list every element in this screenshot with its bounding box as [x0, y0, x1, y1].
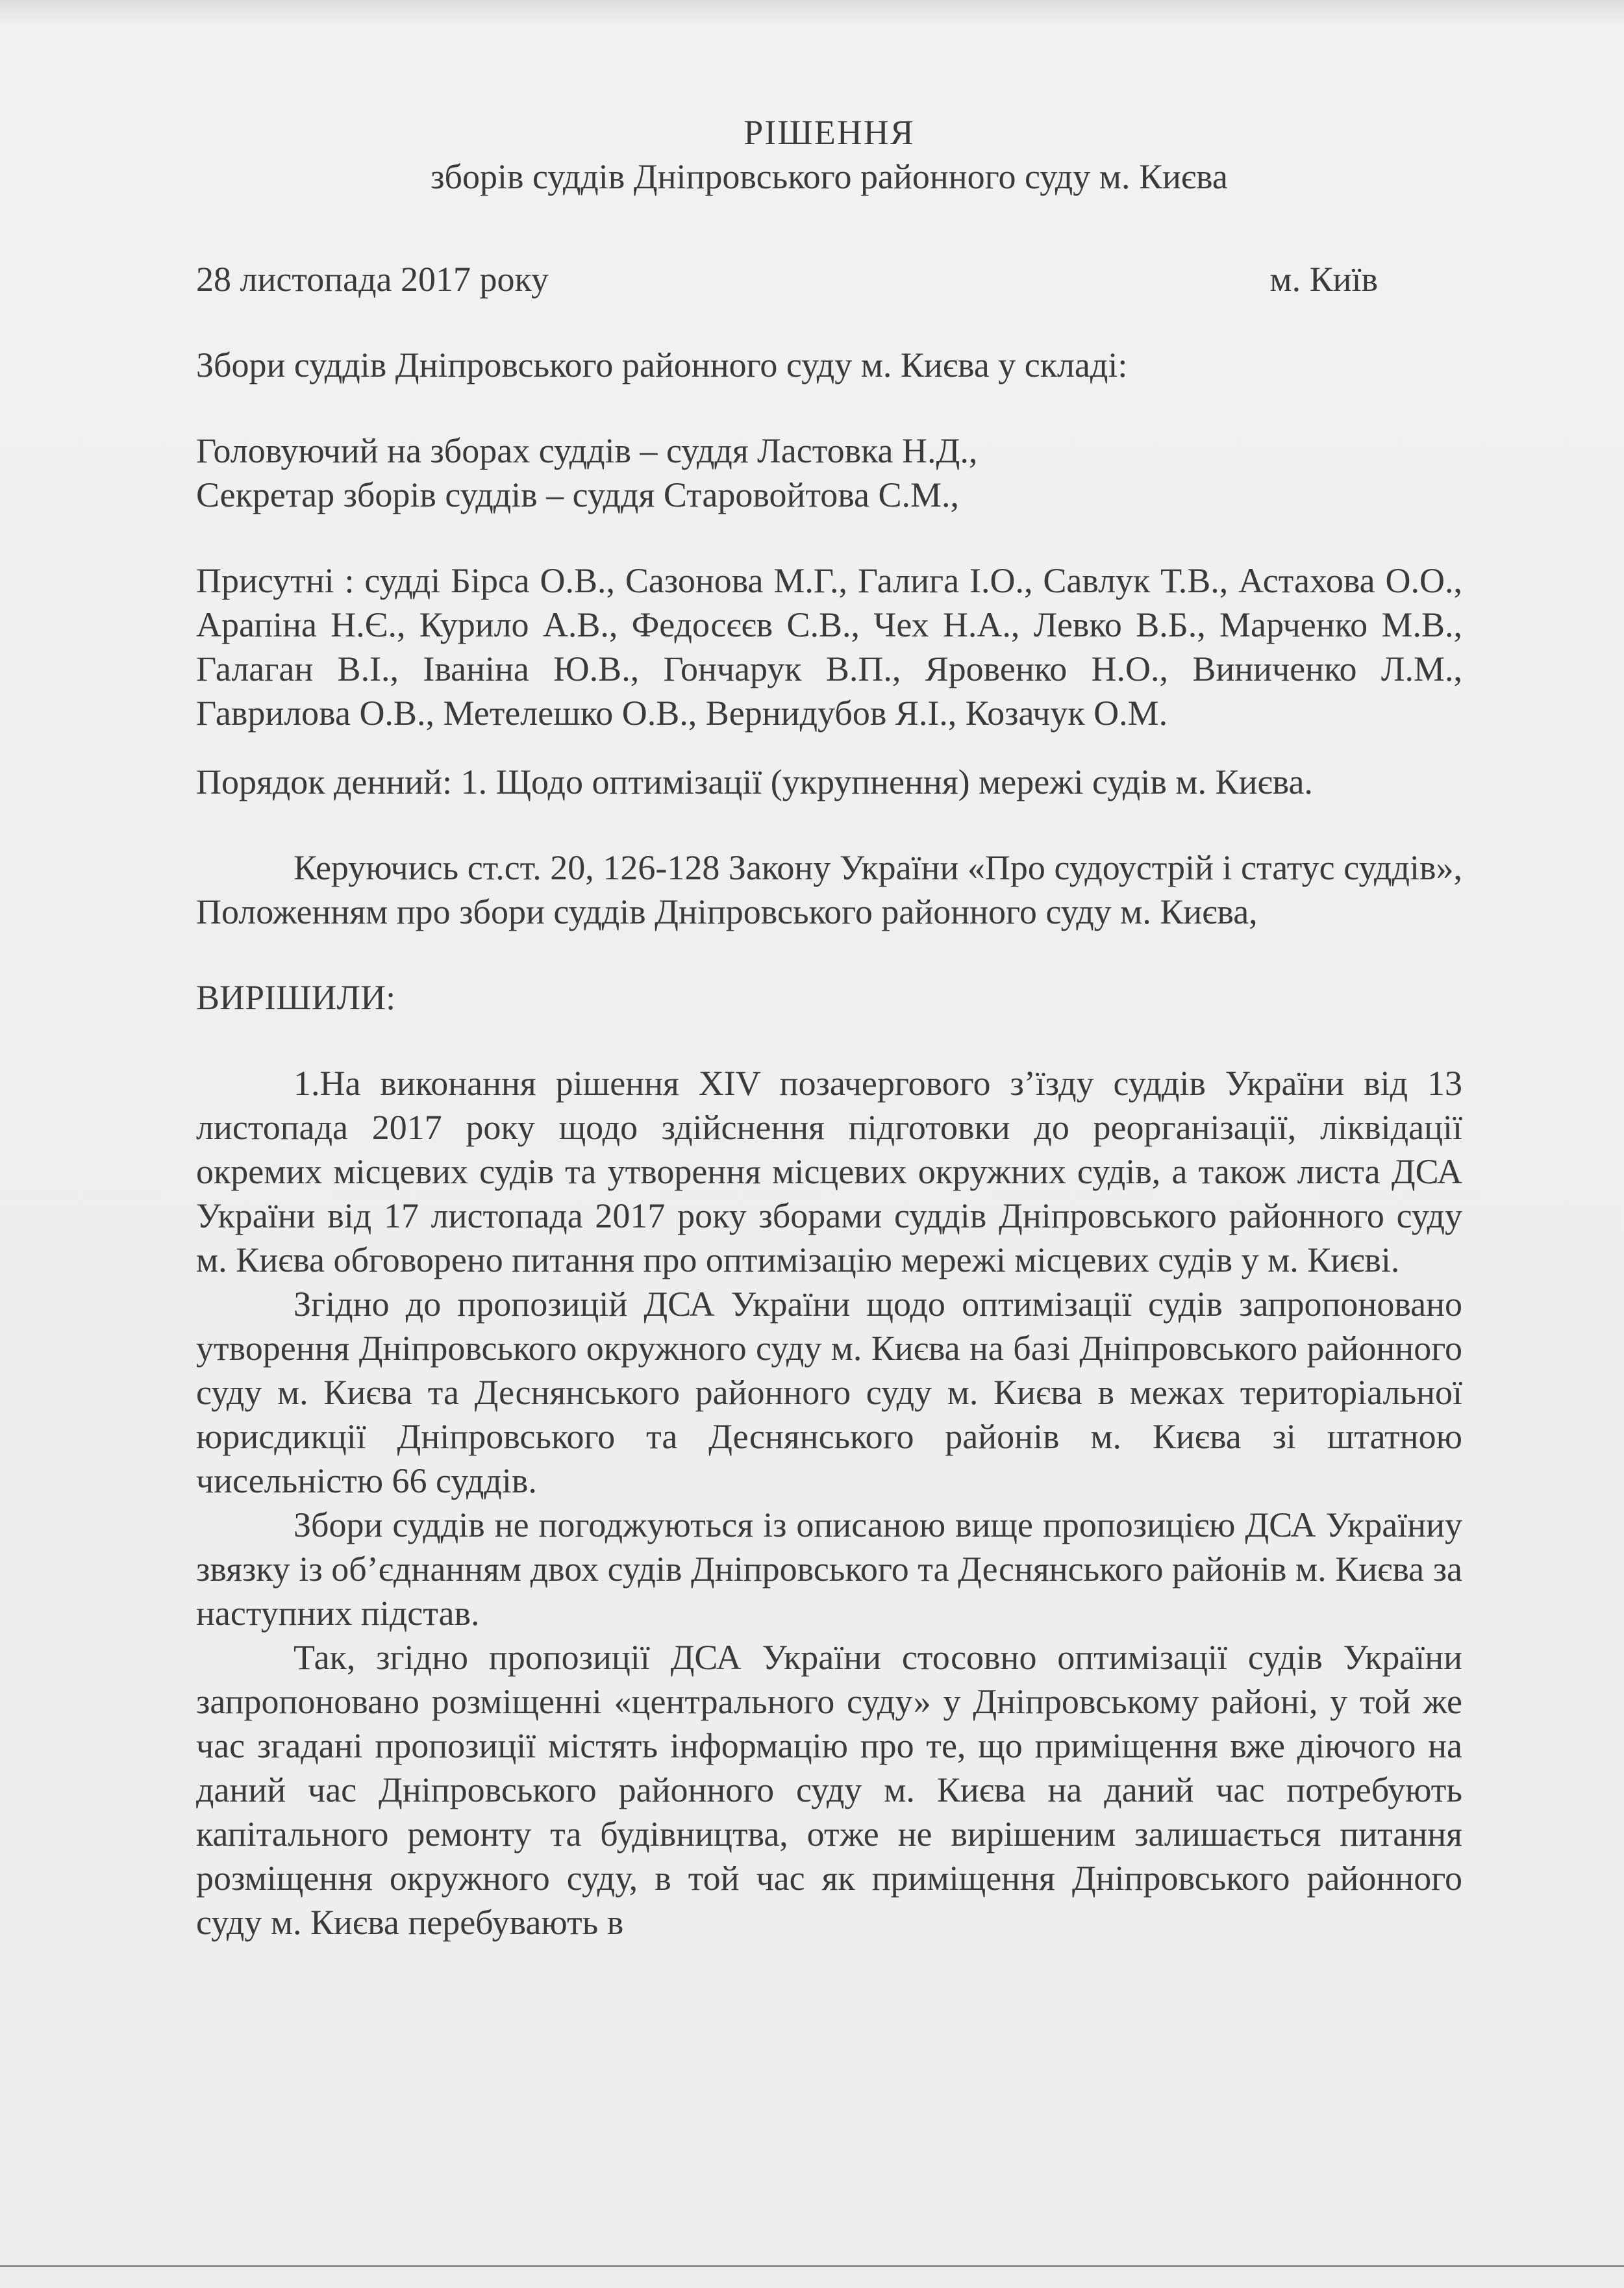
scan-bottom-edge	[0, 2265, 1624, 2267]
document-title: РІШЕННЯ	[743, 113, 915, 152]
composition-line: Збори суддів Дніпровського районного суду м. Києва у складі:	[196, 346, 1128, 384]
paragraph-2: Згідно до пропозицій ДСА України щодо оптимізації судів запропоновано утворення Дніпровського окружного суду м. Києва на базі Дніпровського районного суду м. Києва та Деснянського районного суду м. Києва в межах територіальної юрисдикції Дніпровського та Деснянського районів м. Києва зі штатною чисельністю 66 суддів.	[196, 1285, 1462, 1500]
date-place-row	[196, 257, 1462, 301]
paragraph-4: Так, згідно пропозиції ДСА України стосовно оптимізації судів України запропоновано розміщенні «центрального суду» у Дніпровському районі, у той же час згадані пропозиції містять інформацію про те, що приміщення вже діючого на даний час Дніпровського районного суду м. Києва на даний час потребують капітального ремонту та будівництва, отже не вирішеним залишається питання розміщення окружного суду, в той час як приміщення Дніпровського районного суду м. Києва перебувають в	[196, 1638, 1462, 1942]
paragraph-3: Збори суддів не погоджуються із описаною вище пропозицією ДСА Україниу звязку із об’єднанням двох судів Дніпровського та Деснянського районів м. Києва за наступних підстав.	[196, 1505, 1462, 1633]
document-place: м. Київ	[1269, 260, 1378, 299]
legal-basis: Керуючись ст.ст. 20, 126-128 Закону України «Про судоустрій і статус суддів», Положенням про збори суддів Дніпровського районного суду м. Києва,	[196, 848, 1462, 931]
secretary-judge: Секретар зборів суддів – суддя Старовойтова С.М.,	[196, 475, 960, 514]
present-judges: Присутні : судді Бірса О.В., Сазонова М.Г., Галига І.О., Савлук Т.В., Астахова О.О., Арапіна Н.Є., Курило А.В., Федосєєв С.В., Чех Н.А., Левко В.Б., Марченко М.В., Галаган В.І., Іваніна Ю.В., Гончарук В.П., Яровенко Н.О., Виниченко Л.М., Гаврилова О.В., Метелешко О.В., Вернидубов Я.І., Козачук О.М.	[196, 561, 1462, 733]
decided-heading: ВИРІШИЛИ:	[196, 978, 396, 1017]
document-body	[196, 110, 1462, 1944]
presiding-judge: Головуючий на зборах суддів – суддя Ластовка Н.Д.,	[196, 431, 978, 470]
agenda: Порядок денний: 1. Щодо оптимізації (укрупнення) мережі судів м. Києва.	[196, 762, 1313, 801]
page-fold-shadow	[0, 0, 1624, 26]
document-subtitle: зборів суддів Дніпровського районного суду м. Києва	[431, 157, 1228, 196]
document-date: 28 листопада 2017 року	[196, 260, 549, 299]
paragraph-1: 1.На виконання рішення XIV позачергового з’їзду суддів України від 13 листопада 2017 року щодо здійснення підготовки до реорганізації, ліквідації окремих місцевих судів та утворення місцевих окружних судів, а також листа ДСА України від 17 листопада 2017 року зборами суддів Дніпровського районного суду м. Києва обговорено питання про оптимізацію мережі місцевих судів у м. Києві.	[196, 1064, 1462, 1279]
